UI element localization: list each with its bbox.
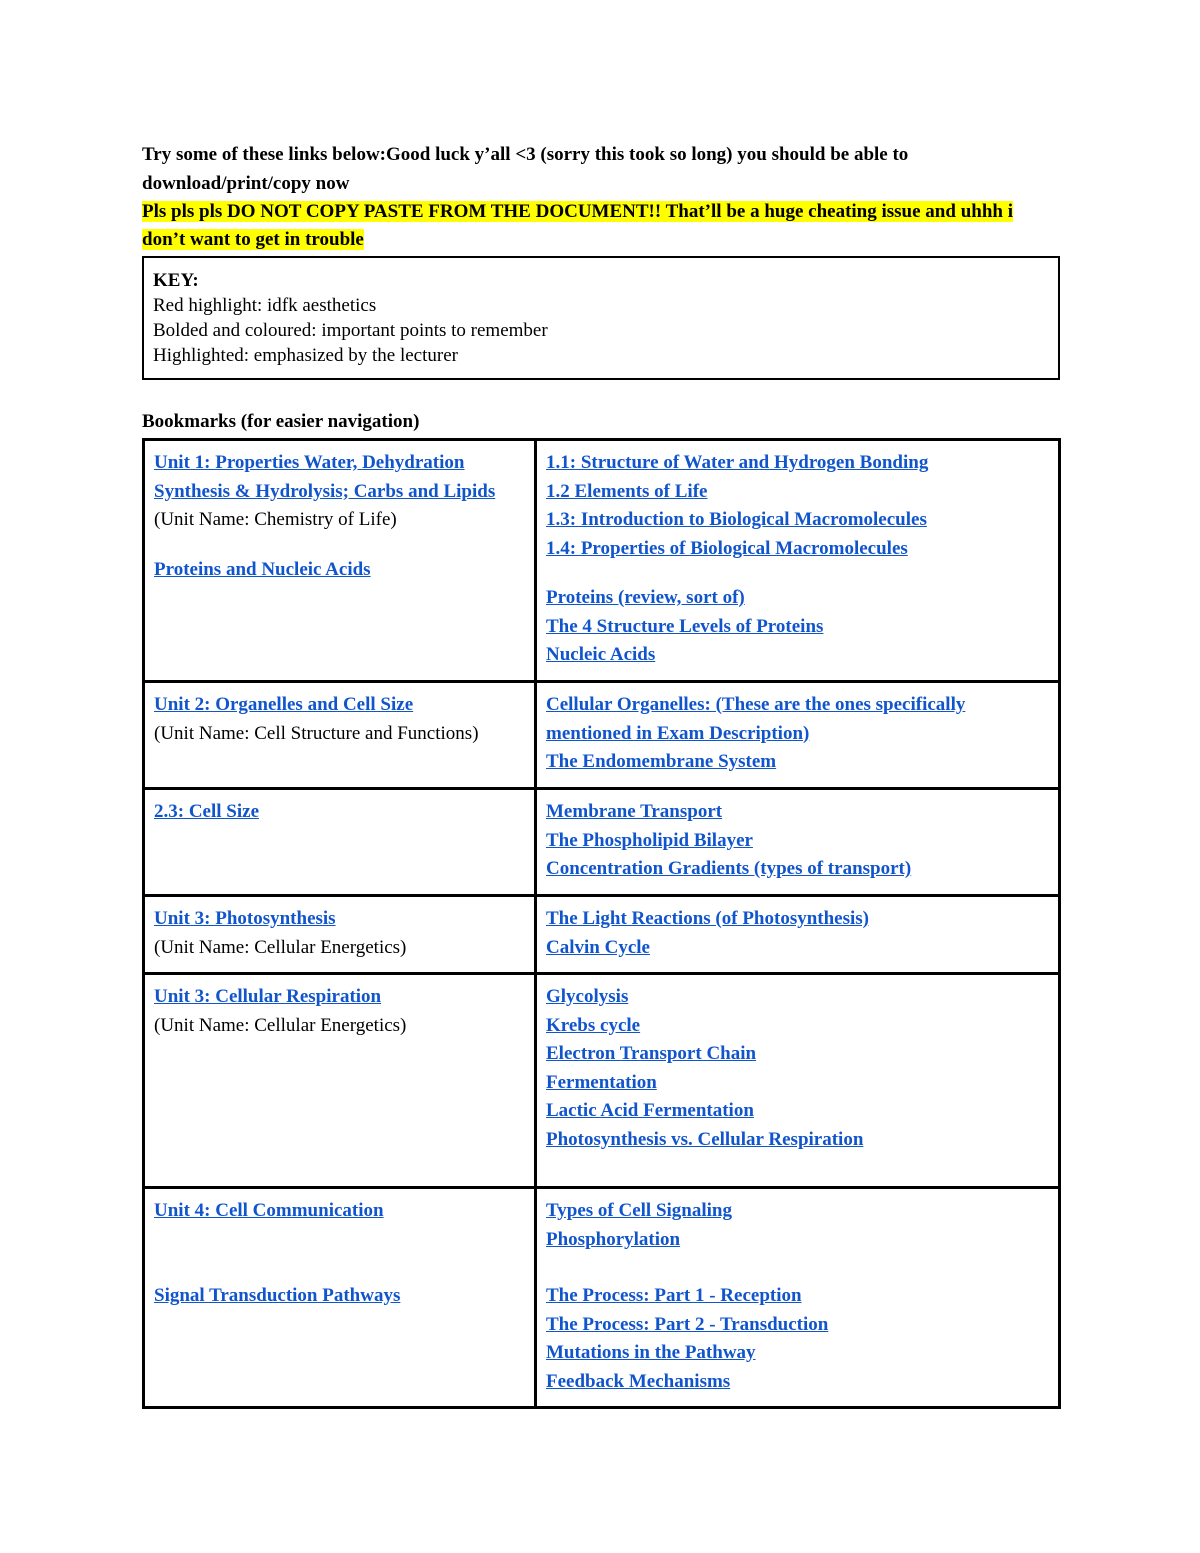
link-topic[interactable]: The Process: Part 1 - Reception (546, 1285, 802, 1306)
table-row (144, 682, 1060, 789)
table-cell-topics (536, 1188, 1060, 1408)
table-cell-topics (536, 789, 1060, 896)
unit-name-note: (Unit Name: Chemistry of Life) (154, 509, 397, 530)
unit-name-note: (Unit Name: Cellular Energetics) (154, 1014, 407, 1036)
unit-name-note: (Unit Name: Cell Structure and Functions) (154, 722, 479, 744)
link-topic[interactable]: 1.3: Introduction to Biological Macromolecules (546, 509, 927, 530)
table-cell-unit (144, 896, 536, 974)
link-topic[interactable]: 1.1: Structure of Water and Hydrogen Bonding (546, 452, 929, 473)
link-topic[interactable]: Lactic Acid Fermentation (546, 1100, 754, 1121)
link-topic[interactable]: Fermentation (546, 1071, 657, 1093)
link-unit-4[interactable]: Unit 4: Cell Communication (154, 1200, 384, 1221)
key-title: KEY: (153, 270, 199, 291)
key-box (142, 256, 1060, 380)
link-topic[interactable]: Membrane Transport (546, 801, 723, 822)
table-row (144, 789, 1060, 896)
link-topic[interactable]: Cellular Organelles: (These are the ones specifically mentioned in Exam Description) (546, 694, 966, 744)
link-unit-3-photosynthesis[interactable]: Unit 3: Photosynthesis (154, 908, 336, 929)
table-row (144, 974, 1060, 1188)
link-signal-transduction[interactable]: Signal Transduction Pathways (154, 1284, 401, 1306)
link-cell-size[interactable]: 2.3: Cell Size (154, 801, 260, 822)
warning-text (142, 198, 1060, 254)
link-topic[interactable]: Concentration Gradients (types of transport) (546, 858, 912, 879)
link-topic[interactable]: 1.2 Elements of Life (546, 480, 708, 502)
bookmarks-table (142, 438, 1061, 1409)
link-topic[interactable]: Glycolysis (546, 986, 629, 1007)
link-topic[interactable]: 1.4: Properties of Biological Macromolecules (546, 537, 908, 559)
link-topic[interactable]: Phosphorylation (546, 1228, 681, 1250)
link-topic[interactable]: The Process: Part 2 - Transduction (546, 1313, 829, 1335)
key-line-red-highlight: Red highlight: idfk aesthetics (153, 295, 377, 316)
warning-highlight: Pls pls pls DO NOT COPY PASTE FROM THE DOCUMENT!! That’ll be a huge cheating issue and uhhh i don’t want to get in trouble (142, 201, 1013, 250)
link-topic[interactable]: Nucleic Acids (546, 644, 656, 665)
table-cell-unit (144, 682, 536, 789)
link-topic[interactable]: Calvin Cycle (546, 936, 650, 958)
document-page (142, 140, 1060, 1409)
link-unit-1[interactable]: Unit 1: Properties Water, Dehydration Synthesis & Hydrolysis; Carbs and Lipids (154, 452, 496, 502)
table-cell-unit (144, 440, 536, 682)
link-proteins-nucleic-acids[interactable]: Proteins and Nucleic Acids (154, 558, 371, 580)
table-cell-unit (144, 789, 536, 896)
unit-name-note: (Unit Name: Cellular Energetics) (154, 936, 407, 958)
table-cell-topics (536, 682, 1060, 789)
table-cell-topics (536, 896, 1060, 974)
table-row (144, 1188, 1060, 1408)
link-topic[interactable]: The Endomembrane System (546, 751, 777, 772)
link-unit-3-respiration[interactable]: Unit 3: Cellular Respiration (154, 986, 382, 1007)
table-row (144, 440, 1060, 682)
link-topic[interactable]: Proteins (review, sort of) (546, 587, 745, 608)
key-line-highlighted: Highlighted: emphasized by the lecturer (153, 345, 458, 366)
link-topic[interactable]: The 4 Structure Levels of Proteins (546, 615, 824, 637)
link-unit-2[interactable]: Unit 2: Organelles and Cell Size (154, 694, 414, 715)
intro-text: Try some of these links below:Good luck y’all <3 (sorry this took so long) you should be able to download/print/copy now (142, 144, 909, 194)
link-topic[interactable]: Krebs cycle (546, 1014, 641, 1036)
link-topic[interactable]: The Phospholipid Bilayer (546, 829, 753, 851)
link-topic[interactable]: Mutations in the Pathway (546, 1342, 756, 1363)
key-line-bolded: Bolded and coloured: important points to remember (153, 320, 548, 341)
link-topic[interactable]: Types of Cell Signaling (546, 1200, 732, 1221)
table-row (144, 896, 1060, 974)
table-cell-topics (536, 440, 1060, 682)
link-topic[interactable]: Electron Transport Chain (546, 1043, 757, 1064)
bookmarks-heading: Bookmarks (for easier navigation) (142, 411, 420, 432)
link-topic[interactable]: The Light Reactions (of Photosynthesis) (546, 908, 870, 929)
table-cell-unit (144, 1188, 536, 1408)
table-cell-unit (144, 974, 536, 1188)
link-topic[interactable]: Photosynthesis vs. Cellular Respiration (546, 1128, 864, 1150)
table-cell-topics (536, 974, 1060, 1188)
link-topic[interactable]: Feedback Mechanisms (546, 1370, 731, 1392)
